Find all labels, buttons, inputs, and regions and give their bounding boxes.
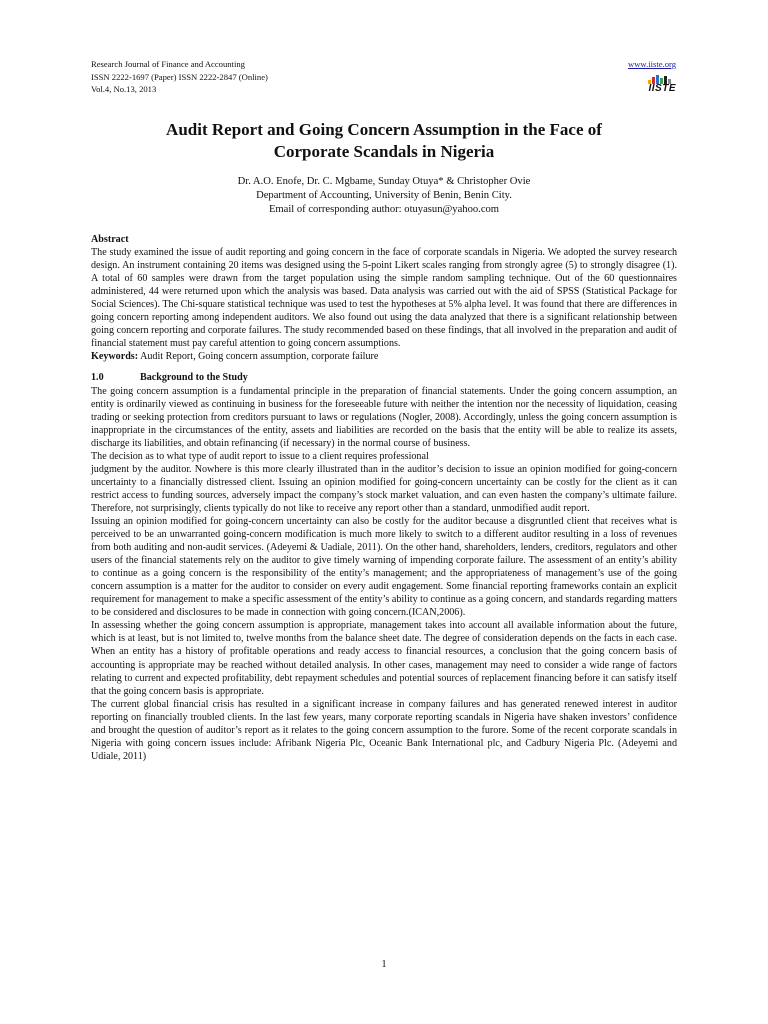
journal-issn: ISSN 2222-1697 (Paper) ISSN 2222-2847 (Online)	[91, 71, 268, 82]
paper-title-line-1: Audit Report and Going Concern Assumption in the Face of	[166, 120, 602, 139]
page-number: 1	[381, 959, 387, 970]
body-paragraph: judgment by the auditor. Nowhere is this more clearly illustrated than in the auditor’s decision to issue an opinion modified for going-concern uncertainty to a financially distressed client. Issuing an opinion modified for going-concern uncertainty can be costly for the client as it can restrict access to funding sources, adversely impact the company’s stock market valuation, and can even hasten the company’s ultimate failure. Therefore, not surprisingly, clients typically do not like to receive any report other than a standard, unmodified audit report.	[91, 463, 677, 514]
abstract-heading: Abstract	[91, 234, 129, 245]
body-paragraph: The current global financial crisis has resulted in a significant increase in company failures and has generated renewed interest in auditor reporting on financially troubled clients. In the last few years, many corporate reporting scandals in Nigeria have shaken investors’ confidence and brought the question of auditor’s report as it relates to the going concern assumption to the furore. Some of the recent corporate scandals in Nigeria with going concern issues include: Afribank Nigeria Plc, Oceanic Bank International plc, and Cadbury Nigeria Plc. (Adeyemi and Udiale, 2011)	[91, 698, 677, 762]
body-paragraph: The decision as to what type of audit report to issue to a client requires professional	[91, 450, 429, 462]
paper-title	[91, 119, 677, 163]
journal-url-link[interactable]: www.iiste.org	[628, 59, 676, 69]
journal-volume: Vol.4, No.13, 2013	[91, 84, 157, 95]
section-title: Background to the Study	[140, 372, 248, 384]
body-paragraph: The going concern assumption is a fundamental principle in the preparation of financial statements. Under the going concern assumption, an entity is ordinarily viewed as continuing in business for the foreseeable future with neither the intention nor the necessity of liquidation, ceasing trading or seeking protection from creditors pursuant to laws or regulations (Nogler, 2008). Accordingly, unless the going concern assumption is inappropriate in the circumstances of the entity, assets and liabilities are recorded on the basis that the entity will be able to realize its assets, discharge its liabilities, and obtain refinancing (if necessary) in the normal course of business.	[91, 385, 677, 449]
body-paragraph: Issuing an opinion modified for going-concern uncertainty can also be costly for the auditor because a disgruntled client that receives what is perceived to be an unwarranted going-concern modification is much more likely to switch to a different auditor resulting in a loss of revenues from both auditing and non-audit services. (Adeyemi & Uadiale, 2011). On the other hand, shareholders, lenders, creditors, regulators and other users of the financial statements rely on the auditor to give timely warning of impending corporate failure. The assessment of an entity’s ability to continue as a going concern is the responsibility of the entity’s management; and the appropriateness of management’s use of the going concern assumption is a matter for the auditor to consider on every audit engagement. Some financial reporting frameworks contain an explicit requirement for management to make a specific assessment of the entity’s ability to continue as a going concern, and standards regarding matters to be considered and disclosures to be made in connection with going concern.(ICAN,2006).	[91, 515, 677, 619]
author-block	[91, 175, 677, 217]
journal-header-right	[628, 58, 676, 96]
section-heading	[91, 371, 677, 384]
author-names: Dr. A.O. Enofe, Dr. C. Mgbame, Sunday Otuya* & Christopher Ovie	[237, 176, 531, 187]
paper-body	[91, 233, 677, 763]
iiste-logo	[648, 74, 676, 94]
journal-header	[91, 58, 268, 96]
iiste-logo-text: IISTE	[648, 83, 676, 94]
author-affiliation: Department of Accounting, University of Benin, Benin City.	[256, 190, 512, 201]
body-paragraph: In assessing whether the going concern assumption is appropriate, management takes into account all available information about the future, which is at least, but is not limited to, twelve months from the balance sheet date. The degree of consideration depends on the facts in each case. When an entity has a history of profitable operations and ready access to financial resources, a conclusion that the going concern basis of accounting is appropriate may be reached without detailed analysis. In other cases, management may need to consider a wide range of factors relating to current and expected profitability, debt repayment schedules and potential sources of replacement financing before it can satisfy itself that the going concern basis is appropriate.	[91, 620, 677, 697]
journal-name: Research Journal of Finance and Accounting	[91, 59, 245, 69]
keywords-label: Keywords:	[91, 351, 139, 363]
author-email: Email of corresponding author: otuyasun@yahoo.com	[268, 204, 500, 215]
abstract-text: The study examined the issue of audit reporting and going concern in the face of corporate scandals in Nigeria. We adopted the survey research design. An instrument containing 20 items was designed using the 5-point Likert scales ranging from strongly agree (5) to strongly disagree (1). A total of 60 samples were drawn from the target population using the simple random sampling technique. Out of the 60 questionnaires administered, 44 were returned upon which the analysis was based. Data analysis was carried out with the aid of SPSS (Statistical Package for Social Sciences). The Chi-square statistical technique was used to test the hypotheses at 5% alpha level. It was found that there are differences in going concern reporting among independent auditors. We also found out using the data analyzed that there is a significant relationship between going concern reporting and corporate failures. The study recommended based on these findings, that all involved in the preparation and audit of financial statement must pay careful attention to going concern assumptions.	[91, 247, 677, 350]
keywords-text: Audit Report, Going concern assumption, corporate failure	[138, 351, 379, 363]
keywords-line	[91, 350, 677, 363]
section-number: 1.0	[91, 372, 104, 384]
paper-title-line-2: Corporate Scandals in Nigeria	[273, 142, 495, 161]
